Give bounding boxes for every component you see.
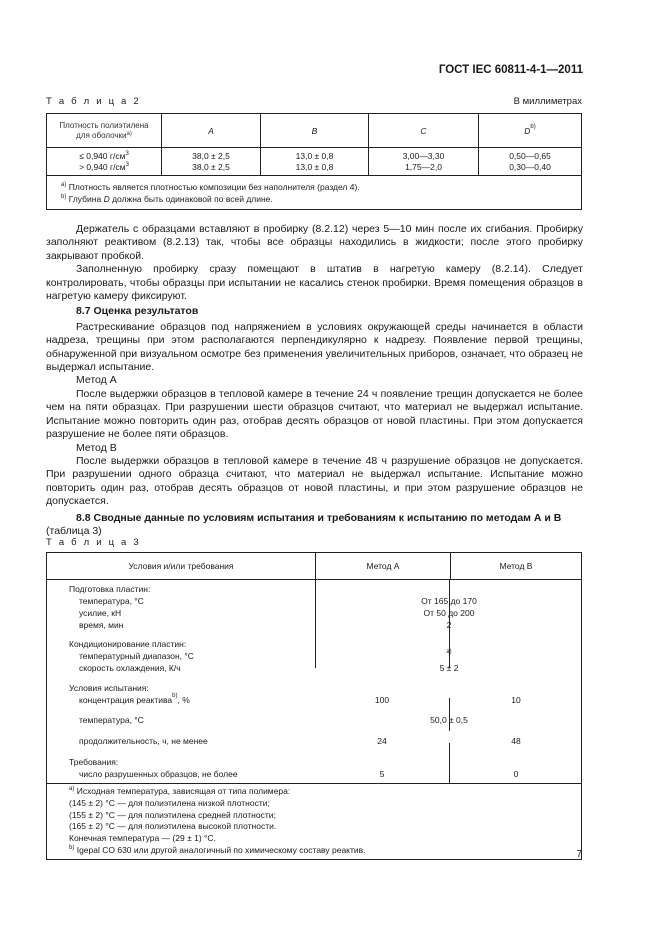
table2-header-density: Плотность полиэтилена для оболочки$^{a)}$ [47,114,162,148]
table2-header-a: A [162,114,261,148]
table2-a-cell: 38,0 ± 2,5 38,0 ± 2,5 [162,148,261,176]
section-heading-8-8: 8.8 Сводные данные по условиям испытания и требованиям к испытанию по методам А и В [76,511,562,524]
column-divider [315,580,316,668]
table-row [47,148,582,176]
paragraph: После выдержки образцов в тепловой камере в течение 24 ч появление трещин допускается не более чем на пяти образцах. При разрушении шести образцов считают, что материал не выдержал испытание. Испытание можно повторить один раз, отобрав десять образцов от новой пластины. При этом допускается разрушение не более пяти образцов. [46,387,583,441]
table3-val-duration-b: 48 [511,736,521,746]
paragraph: Заполненную пробирку сразу помещают в штатив в нагретую камеру (8.2.14). Следует контролировать, чтобы образцы при испытании не касались стенок пробирки. Время помещения образцов в нагретую камеру фиксируют. [46,263,583,303]
table3-val-duration-a: 24 [377,736,387,746]
paragraph: Растрескивание образцов под напряжением в условиях окружающей среды начинается в области надреза, трещины при этом располагаются перпендикулярно к надрезу. Появление первой трещины, обнаруженной при визуальном осмотре без применения увеличительных приборов, означает, что образец не выдержал испытание. [46,320,583,374]
table3-val-conc-b: 10 [511,695,521,705]
table3-cond-time: время, мин [79,620,124,630]
column-divider [449,743,450,783]
page-number: 7 [576,849,582,860]
table3-val-force: От 50 до 200 [423,608,475,618]
table3-group-requirements: Требования: [69,757,119,767]
table3-caption: Т а б л и ц а 3 [46,537,141,548]
table3-cond-rate: скорость охлаждения, К/ч [79,663,181,673]
table3-val-conc-a: 100 [374,695,390,705]
table3-group-preparation: Подготовка пластин: [69,584,151,594]
table3-body [47,580,582,784]
table3-val-range: a) [446,649,452,655]
table3-group-test-conditions: Условия испытания: [69,683,149,693]
table3-header-method-b: Метод В [451,553,582,580]
table3-cond-range: температурный диапазон, °С [79,651,194,661]
paragraph: Держатель с образцами вставляют в пробирку (8.2.12) через 5—10 мин после их сгибания. Пробирку заполняют реактивом (8.2.13) так, чтобы все образцы находились в жидкости; после этого пробирку закрывают пробкой. [46,223,583,262]
table3-val-test-temp: 50,0 ± 0,5 [430,715,468,725]
table3-val-rate: 5 ± 2 [439,663,459,673]
table3-cond-test-temp: температура, °С [79,715,144,725]
table3-footnotes: $^{a)}$ Исходная температура, зависящая от типа полимера: (145 ± 2) °С — для полиэтилена низкой плотности; (155 ± 2) °С — для полиэтилена средней плотности; (165 ± 2) °С — для полиэтилена высокой плотности. Конечная температура — (29 ± 1) °С. $^{b)}$ Igepal CO 630 или другой аналогичный по химическому составу реактив. [47,784,582,860]
table3-header-method-a: Метод А [316,553,451,580]
table3-cond-duration: продолжительность, ч, не менее [79,736,208,746]
section-heading-8-8-ref: (таблица 3) [46,524,102,537]
table3-cond-broken-count: число разрушенных образцов, не более [79,769,238,779]
table3-val-broken-b: 0 [513,769,519,779]
table2-density-cell: ≤ 0,940 $г/см^3$ > 0,940 $г/см^3$ [47,148,162,176]
table3-group-conditioning: Кондиционирование пластин: [69,639,187,649]
table2-caption: Т а б л и ц а 2 [46,96,141,107]
table2-footnotes: $^{a)}$ Плотность является плотностью композиции без наполнителя (раздел 4). $^{b)}$ Глубина D должна быть одинаковой по всей длине. [47,176,582,210]
table3-header-conditions: Условия и/или требования [47,553,316,580]
table2-b-cell: 13,0 ± 0,8 13,0 ± 0,8 [261,148,369,176]
method-a-heading: Метод А [76,374,117,387]
method-b-heading: Метод В [76,441,117,454]
table3-val-time: 2 [446,620,452,630]
table3-cond-concentration: концентрация реактива$^{b)}$, % [79,693,190,705]
table2 [46,113,582,210]
table3-val-temp: От 165 до 170 [421,596,477,606]
table3-val-broken-a: 5 [379,769,385,779]
table2-header-b: B [261,114,369,148]
table2-header-d: $D^{b)}$ [479,114,582,148]
document-id: ГОСТ IEC 60811-4-1—2011 [438,64,583,76]
table3-cond-force: усилие, кН [79,608,122,618]
table3-cond-temp: температура, °С [79,596,144,606]
table2-header-c: C [369,114,479,148]
paragraph: После выдержки образцов в тепловой камере в течение 48 ч разрушение образцов не допускается. При разрушении одного образца считают, что материал не выдержал испытание. Испытание можно повторить один раз, отобрав десять образцов от новой пластины, и при этом разрушение образцов не допускается. [46,454,583,508]
section-heading-8-7: 8.7 Оценка результатов [76,305,199,318]
table2-c-cell: 3,00—3,30 1,75—2,0 [369,148,479,176]
table2-d-cell: 0,50—0,65 0,30—0,40 [479,148,582,176]
table3 [46,552,582,860]
body-text [46,223,583,538]
table2-unit: В миллиметрах [513,96,582,107]
